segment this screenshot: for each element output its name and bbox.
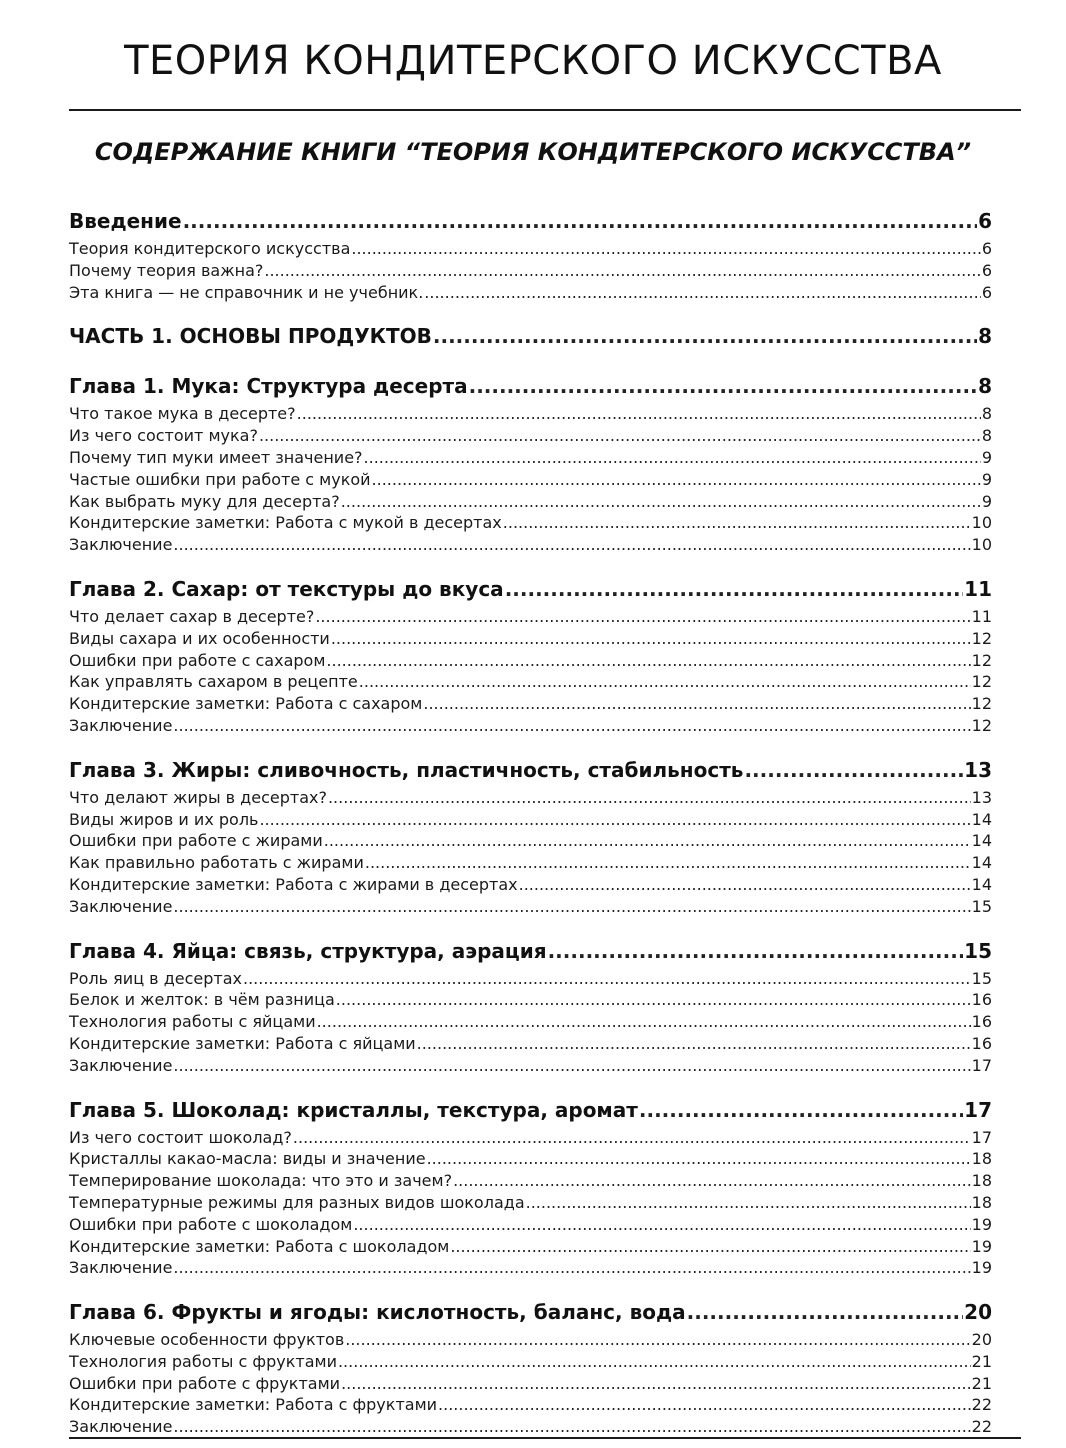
toc-entry-label: Роль яиц в десертах <box>69 968 242 988</box>
dot-leader <box>450 1236 970 1258</box>
toc-entry[interactable] <box>69 282 992 304</box>
toc-entry[interactable] <box>69 1192 992 1214</box>
dot-leader <box>173 715 970 737</box>
dot-leader <box>338 1351 971 1373</box>
toc-section <box>69 572 992 737</box>
toc-entry-page: 12 <box>971 650 992 670</box>
toc-section <box>69 1295 992 1438</box>
dot-leader <box>315 606 970 628</box>
toc-entry-page: 21 <box>971 1351 992 1371</box>
toc-entry[interactable] <box>69 238 992 260</box>
toc-entry-label: Ошибки при работе с жирами <box>69 831 323 851</box>
toc-entry-page: 12 <box>971 628 992 648</box>
toc-entry-label: Ключевые особенности фруктов <box>69 1330 345 1350</box>
toc-entry[interactable] <box>69 1394 992 1416</box>
toc-entry-page: 16 <box>971 1033 992 1053</box>
toc-entry-label: Эта книга — не справочник и не учебник. <box>69 282 424 302</box>
toc-entry-label: Виды жиров и их роль <box>69 809 259 829</box>
dot-leader <box>365 852 971 874</box>
toc-section-title: Глава 2. Сахар: от текстуры до вкуса <box>69 576 504 601</box>
dot-leader <box>424 282 981 304</box>
dot-leader <box>744 753 963 787</box>
dot-leader <box>427 1148 971 1170</box>
section-spacer <box>69 918 992 934</box>
contents-heading: СОДЕРЖАНИЕ КНИГИ “ТЕОРИЯ КОНДИТЕРСКОГО ИСКУССТВА” <box>94 138 972 166</box>
section-spacer <box>69 1077 992 1093</box>
dot-leader <box>639 1093 963 1127</box>
dot-leader <box>173 896 970 918</box>
dot-leader <box>503 512 971 534</box>
dot-leader <box>259 809 970 831</box>
toc-entry[interactable] <box>69 852 992 874</box>
toc-entry[interactable] <box>69 1214 992 1236</box>
dot-leader <box>336 989 971 1011</box>
dot-leader <box>173 1416 970 1438</box>
toc-entry-label: Белок и желток: в чём разница <box>69 990 335 1010</box>
dot-leader <box>469 369 977 403</box>
bottom-divider <box>69 1437 1021 1439</box>
toc-entry[interactable] <box>69 1373 992 1395</box>
toc-entry-label: Что делают жиры в десертах? <box>69 787 327 807</box>
toc-section-title: Глава 5. Шоколад: кристаллы, текстура, аромат <box>69 1097 638 1122</box>
toc-entry-label: Как выбрать муку для десерта? <box>69 491 340 511</box>
toc-entry[interactable] <box>69 1257 992 1279</box>
dot-leader <box>438 1394 971 1416</box>
toc-entry-page: 18 <box>971 1192 992 1212</box>
toc-section-title: Глава 4. Яйца: связь, структура, аэрация <box>69 938 547 963</box>
toc-section-page: 15 <box>964 938 992 963</box>
toc-section-title: Глава 6. Фрукты и ягоды: кислотность, баланс, вода <box>69 1300 686 1325</box>
toc-entry[interactable] <box>69 1236 992 1258</box>
toc-entry-label: Ошибки при работе с шоколадом <box>69 1214 353 1234</box>
section-spacer <box>69 1279 992 1295</box>
toc-section-page: 11 <box>964 576 992 601</box>
toc-entry[interactable] <box>69 693 992 715</box>
dot-leader <box>328 787 971 809</box>
dot-leader <box>331 628 971 650</box>
toc-section <box>69 1093 992 1280</box>
toc-entry[interactable] <box>69 1033 992 1055</box>
toc-entry-page: 17 <box>971 1055 992 1075</box>
toc-entry-page: 19 <box>971 1214 992 1234</box>
toc-entry-label: Почему тип муки имеет значение? <box>69 447 363 467</box>
toc-entry-page: 9 <box>981 447 992 467</box>
toc-entry-label: Заключение <box>69 715 173 735</box>
toc-entry-page: 9 <box>981 491 992 511</box>
toc-entry-page: 12 <box>971 694 992 714</box>
toc-entry-page: 18 <box>971 1171 992 1191</box>
toc-entry[interactable] <box>69 403 992 425</box>
toc-entry-label: Заключение <box>69 1055 173 1075</box>
toc-entry-page: 19 <box>971 1236 992 1256</box>
section-spacer <box>69 737 992 753</box>
toc-entry-label: Заключение <box>69 535 173 555</box>
toc-entry[interactable] <box>69 628 992 650</box>
toc-entry[interactable] <box>69 1416 992 1438</box>
dot-leader <box>687 1295 964 1329</box>
toc-entry-label: Ошибки при работе с фруктами <box>69 1373 341 1393</box>
toc-entry-label: Виды сахара и их особенности <box>69 628 330 648</box>
toc-section-heading[interactable] <box>69 572 992 606</box>
dot-leader <box>173 1055 970 1077</box>
dot-leader <box>351 238 980 260</box>
toc-entry[interactable] <box>69 715 992 737</box>
toc-entry-label: Как правильно работать с жирами <box>69 853 364 873</box>
dot-leader <box>243 968 971 990</box>
toc-entry-page: 8 <box>981 404 992 424</box>
dot-leader <box>345 1329 970 1351</box>
toc-entry[interactable] <box>69 1127 992 1149</box>
toc-entry[interactable] <box>69 1329 992 1351</box>
dot-leader <box>297 403 981 425</box>
toc-entry-label: Кондитерские заметки: Работа с шоколадом <box>69 1236 450 1256</box>
toc-entry-label: Заключение <box>69 896 173 916</box>
toc-section-heading[interactable] <box>69 934 992 968</box>
toc-entry-page: 17 <box>971 1127 992 1147</box>
toc-entry[interactable] <box>69 260 992 282</box>
toc-section-page: 13 <box>964 757 992 782</box>
toc-entry[interactable] <box>69 896 992 918</box>
toc-entry-page: 15 <box>971 968 992 988</box>
toc-entry-page: 21 <box>971 1373 992 1393</box>
dot-leader <box>417 1033 971 1055</box>
toc-entry-label: Ошибки при работе с сахаром <box>69 650 326 670</box>
toc-section-title: Введение <box>69 209 182 233</box>
toc-entry-label: Кондитерские заметки: Работа с мукой в десертах <box>69 513 502 533</box>
toc-entry-page: 6 <box>981 239 992 258</box>
dot-leader <box>526 1192 971 1214</box>
toc-entry-label: Технология работы с яйцами <box>69 1012 316 1032</box>
toc-section-title: ЧАСТЬ 1. ОСНОВЫ ПРОДУКТОВ <box>69 324 432 349</box>
toc-entry-page: 14 <box>971 874 992 894</box>
book-title: ТЕОРИЯ КОНДИТЕРСКОГО ИСКУССТВА <box>124 38 942 84</box>
toc-entry[interactable] <box>69 989 992 1011</box>
toc-entry-page: 16 <box>971 990 992 1010</box>
toc-entry[interactable] <box>69 534 992 556</box>
dot-leader <box>433 319 977 353</box>
toc-entry-page: 14 <box>971 809 992 829</box>
dot-leader <box>173 1257 970 1279</box>
toc-entry-label: Кристаллы какао-масла: виды и значение <box>69 1149 426 1169</box>
toc-entry-label: Что делает сахар в десерте? <box>69 606 315 626</box>
toc-section-title: Глава 1. Мука: Структура десерта <box>69 374 468 399</box>
toc-entry[interactable] <box>69 1055 992 1077</box>
toc-entry-page: 10 <box>971 535 992 555</box>
toc-entry-page: 8 <box>981 426 992 446</box>
toc-entry-page: 11 <box>971 606 992 626</box>
dot-leader <box>293 1127 971 1149</box>
toc-entry-page: 14 <box>971 831 992 851</box>
toc-entry[interactable] <box>69 1011 992 1033</box>
dot-leader <box>259 425 981 447</box>
toc-entry[interactable] <box>69 874 992 896</box>
toc-entry-page: 22 <box>971 1395 992 1415</box>
toc-section-page: 20 <box>964 1300 992 1325</box>
toc-entry-label: Почему теория важна? <box>69 260 264 280</box>
dot-leader <box>183 204 978 238</box>
toc-entry-page: 6 <box>981 260 992 280</box>
dot-leader <box>341 491 981 513</box>
toc-section-page: 17 <box>964 1097 992 1122</box>
toc-entry[interactable] <box>69 787 992 809</box>
toc-entry-page: 18 <box>971 1149 992 1169</box>
toc-section-heading[interactable] <box>69 369 992 403</box>
dot-leader <box>364 447 981 469</box>
dot-leader <box>548 934 964 968</box>
toc-section <box>69 369 992 556</box>
dot-leader <box>324 830 971 852</box>
toc-entry-label: Что такое мука в десерте? <box>69 404 296 424</box>
toc-entry-label: Частые ошибки при работе с мукой <box>69 469 371 489</box>
toc-entry-page: 13 <box>971 787 992 807</box>
toc-entry-label: Кондитерские заметки: Работа с жирами в десертах <box>69 874 518 894</box>
dot-leader <box>353 1214 970 1236</box>
top-divider <box>69 109 1021 111</box>
toc-section <box>69 753 992 918</box>
dot-leader <box>453 1170 971 1192</box>
toc-entry-page: 22 <box>971 1417 992 1437</box>
toc-section <box>69 204 992 303</box>
toc-entry[interactable] <box>69 809 992 831</box>
toc-entry-page: 9 <box>981 469 992 489</box>
dot-leader <box>173 534 970 556</box>
toc-entry-page: 6 <box>981 282 992 302</box>
toc-entry-label: Как управлять сахаром в рецепте <box>69 672 358 692</box>
toc-entry-page: 12 <box>971 672 992 692</box>
dot-leader <box>341 1373 971 1395</box>
toc-section-page: 8 <box>978 324 992 349</box>
toc-entry-label: Из чего состоит мука? <box>69 426 258 446</box>
section-spacer <box>69 303 992 319</box>
toc-entry-label: Заключение <box>69 1417 173 1437</box>
toc-entry-page: 20 <box>971 1330 992 1350</box>
toc-entry[interactable] <box>69 671 992 693</box>
dot-leader <box>423 693 970 715</box>
toc-entry-label: Из чего состоит шоколад? <box>69 1127 292 1147</box>
dot-leader <box>326 650 970 672</box>
toc-entry[interactable] <box>69 650 992 672</box>
toc-entry[interactable] <box>69 1351 992 1373</box>
toc-entry[interactable] <box>69 830 992 852</box>
toc-entry[interactable] <box>69 968 992 990</box>
toc-section-page: 6 <box>978 209 992 233</box>
dot-leader <box>505 572 963 606</box>
toc-section <box>69 934 992 1077</box>
toc-entry[interactable] <box>69 447 992 469</box>
toc-entry-label: Технология работы с фруктами <box>69 1351 337 1371</box>
toc-section-heading[interactable] <box>69 1295 992 1329</box>
section-spacer <box>69 353 992 369</box>
table-of-contents <box>69 204 992 1438</box>
section-spacer <box>69 556 992 572</box>
toc-entry-label: Кондитерские заметки: Работа с фруктами <box>69 1395 438 1415</box>
toc-section <box>69 319 992 353</box>
toc-section-heading[interactable] <box>69 753 992 787</box>
dot-leader <box>519 874 971 896</box>
toc-entry-label: Заключение <box>69 1258 173 1278</box>
toc-entry-page: 16 <box>971 1012 992 1032</box>
dot-leader <box>264 260 980 282</box>
toc-entry[interactable] <box>69 512 992 534</box>
toc-entry-label: Кондитерские заметки: Работа с сахаром <box>69 694 423 714</box>
toc-entry-page: 19 <box>971 1258 992 1278</box>
toc-section-heading[interactable] <box>69 319 992 353</box>
toc-entry[interactable] <box>69 469 992 491</box>
dot-leader <box>359 671 971 693</box>
toc-entry[interactable] <box>69 425 992 447</box>
toc-section-page: 8 <box>978 374 992 399</box>
toc-entry-label: Теория кондитерского искусства <box>69 239 351 258</box>
toc-entry[interactable] <box>69 1148 992 1170</box>
toc-entry-page: 14 <box>971 853 992 873</box>
toc-entry-page: 10 <box>971 513 992 533</box>
toc-entry-page: 12 <box>971 715 992 735</box>
toc-entry-page: 15 <box>971 896 992 916</box>
toc-section-title: Глава 3. Жиры: сливочность, пластичность, стабильность <box>69 757 744 782</box>
toc-entry[interactable] <box>69 1170 992 1192</box>
toc-entry[interactable] <box>69 606 992 628</box>
toc-entry[interactable] <box>69 491 992 513</box>
toc-section-heading[interactable] <box>69 204 992 238</box>
dot-leader <box>317 1011 971 1033</box>
toc-entry-label: Кондитерские заметки: Работа с яйцами <box>69 1033 416 1053</box>
toc-section-heading[interactable] <box>69 1093 992 1127</box>
toc-entry-label: Темперирование шоколада: что это и зачем? <box>69 1171 453 1191</box>
dot-leader <box>372 469 981 491</box>
toc-entry-label: Температурные режимы для разных видов шоколада <box>69 1192 525 1212</box>
